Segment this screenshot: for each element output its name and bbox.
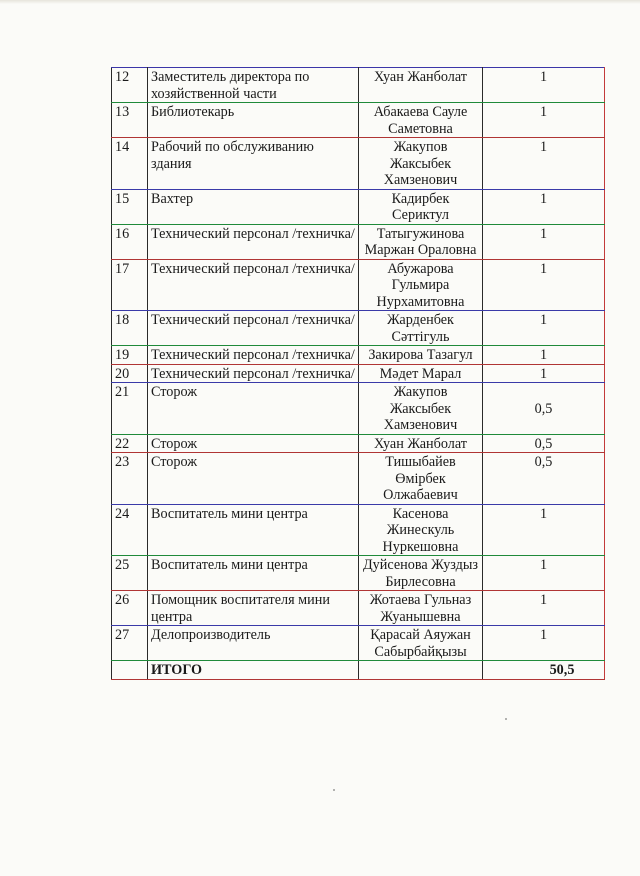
table-row xyxy=(112,591,605,626)
total-row xyxy=(112,661,605,680)
row-position: Сторож xyxy=(148,453,359,505)
row-rate: 1 xyxy=(483,138,605,190)
row-employee-name: Абужарова Гульмира Нурхамитовна xyxy=(359,259,483,311)
row-position: Технический персонал /техничка/ xyxy=(148,346,359,365)
table-row xyxy=(112,189,605,224)
table-row xyxy=(112,68,605,103)
table-row xyxy=(112,364,605,383)
row-rate: 1 xyxy=(483,259,605,311)
row-rate: 1 xyxy=(483,591,605,626)
row-employee-name: Хуан Жанболат xyxy=(359,68,483,103)
row-employee-name: Жарденбек Сәттігуль xyxy=(359,311,483,346)
row-employee-name: Дуйсенова Жуздыз Бирлесовна xyxy=(359,556,483,591)
staff-table xyxy=(111,67,605,680)
row-employee-name: Қарасай Аяужан Сабырбайқызы xyxy=(359,626,483,661)
row-employee-name: Жотаева Гульназ Жуанышевна xyxy=(359,591,483,626)
row-position: Технический персонал /техничка/ xyxy=(148,259,359,311)
row-position: Заместитель директора по хозяйственной части xyxy=(148,68,359,103)
row-number: 16 xyxy=(112,224,148,259)
row-number: 23 xyxy=(112,453,148,505)
table-row xyxy=(112,434,605,453)
total-number-cell xyxy=(112,661,148,680)
row-employee-name: Закирова Тазагул xyxy=(359,346,483,365)
row-position: Технический персонал /техничка/ xyxy=(148,311,359,346)
row-number: 18 xyxy=(112,311,148,346)
total-label: ИТОГО xyxy=(148,661,359,680)
row-number: 13 xyxy=(112,103,148,138)
row-employee-name: Кадирбек Сериктул xyxy=(359,189,483,224)
row-rate: 0,5 xyxy=(483,383,605,435)
row-rate: 0,5 xyxy=(483,434,605,453)
table-row xyxy=(112,224,605,259)
row-rate: 1 xyxy=(483,68,605,103)
total-name-cell xyxy=(359,661,483,680)
table-row xyxy=(112,103,605,138)
table-row xyxy=(112,556,605,591)
scan-speck xyxy=(505,718,507,720)
row-employee-name: Жакупов Жаксыбек Хамзенович xyxy=(359,383,483,435)
row-position: Вахтер xyxy=(148,189,359,224)
row-rate: 1 xyxy=(483,311,605,346)
row-position: Библиотекарь xyxy=(148,103,359,138)
table-row xyxy=(112,259,605,311)
row-position: Технический персонал /техничка/ xyxy=(148,364,359,383)
row-rate: 0,5 xyxy=(483,453,605,505)
row-number: 22 xyxy=(112,434,148,453)
table-row xyxy=(112,311,605,346)
row-rate: 1 xyxy=(483,364,605,383)
scan-edge xyxy=(0,0,640,4)
row-number: 19 xyxy=(112,346,148,365)
row-employee-name: Хуан Жанболат xyxy=(359,434,483,453)
row-rate: 1 xyxy=(483,103,605,138)
row-position: Технический персонал /техничка/ xyxy=(148,224,359,259)
row-number: 20 xyxy=(112,364,148,383)
row-employee-name: Тишыбайев Өмірбек Олжабаевич xyxy=(359,453,483,505)
scan-speck xyxy=(333,789,335,791)
row-number: 17 xyxy=(112,259,148,311)
table-row xyxy=(112,346,605,365)
total-value: 50,5 xyxy=(483,661,605,680)
row-rate: 1 xyxy=(483,346,605,365)
row-number: 12 xyxy=(112,68,148,103)
row-employee-name: Касенова Жинескуль Нуркешовна xyxy=(359,504,483,556)
row-position: Рабочий по обслуживанию здания xyxy=(148,138,359,190)
row-rate: 1 xyxy=(483,504,605,556)
table-row xyxy=(112,453,605,505)
row-employee-name: Абакаева Сауле Саметовна xyxy=(359,103,483,138)
row-employee-name: Жакупов Жаксыбек Хамзенович xyxy=(359,138,483,190)
row-number: 14 xyxy=(112,138,148,190)
row-rate: 1 xyxy=(483,224,605,259)
table-row xyxy=(112,504,605,556)
row-rate: 1 xyxy=(483,626,605,661)
row-number: 25 xyxy=(112,556,148,591)
row-position: Сторож xyxy=(148,434,359,453)
row-rate: 1 xyxy=(483,556,605,591)
row-number: 21 xyxy=(112,383,148,435)
row-rate: 1 xyxy=(483,189,605,224)
row-position: Помощник воспитателя мини центра xyxy=(148,591,359,626)
table-row xyxy=(112,383,605,435)
row-position: Сторож xyxy=(148,383,359,435)
row-employee-name: Мәдет Марал xyxy=(359,364,483,383)
row-number: 26 xyxy=(112,591,148,626)
row-employee-name: Татыгужинова Маржан Ораловна xyxy=(359,224,483,259)
row-number: 24 xyxy=(112,504,148,556)
table-row xyxy=(112,138,605,190)
row-number: 15 xyxy=(112,189,148,224)
row-position: Делопроизводитель xyxy=(148,626,359,661)
table-row xyxy=(112,626,605,661)
row-position: Воспитатель мини центра xyxy=(148,556,359,591)
row-number: 27 xyxy=(112,626,148,661)
row-position: Воспитатель мини центра xyxy=(148,504,359,556)
